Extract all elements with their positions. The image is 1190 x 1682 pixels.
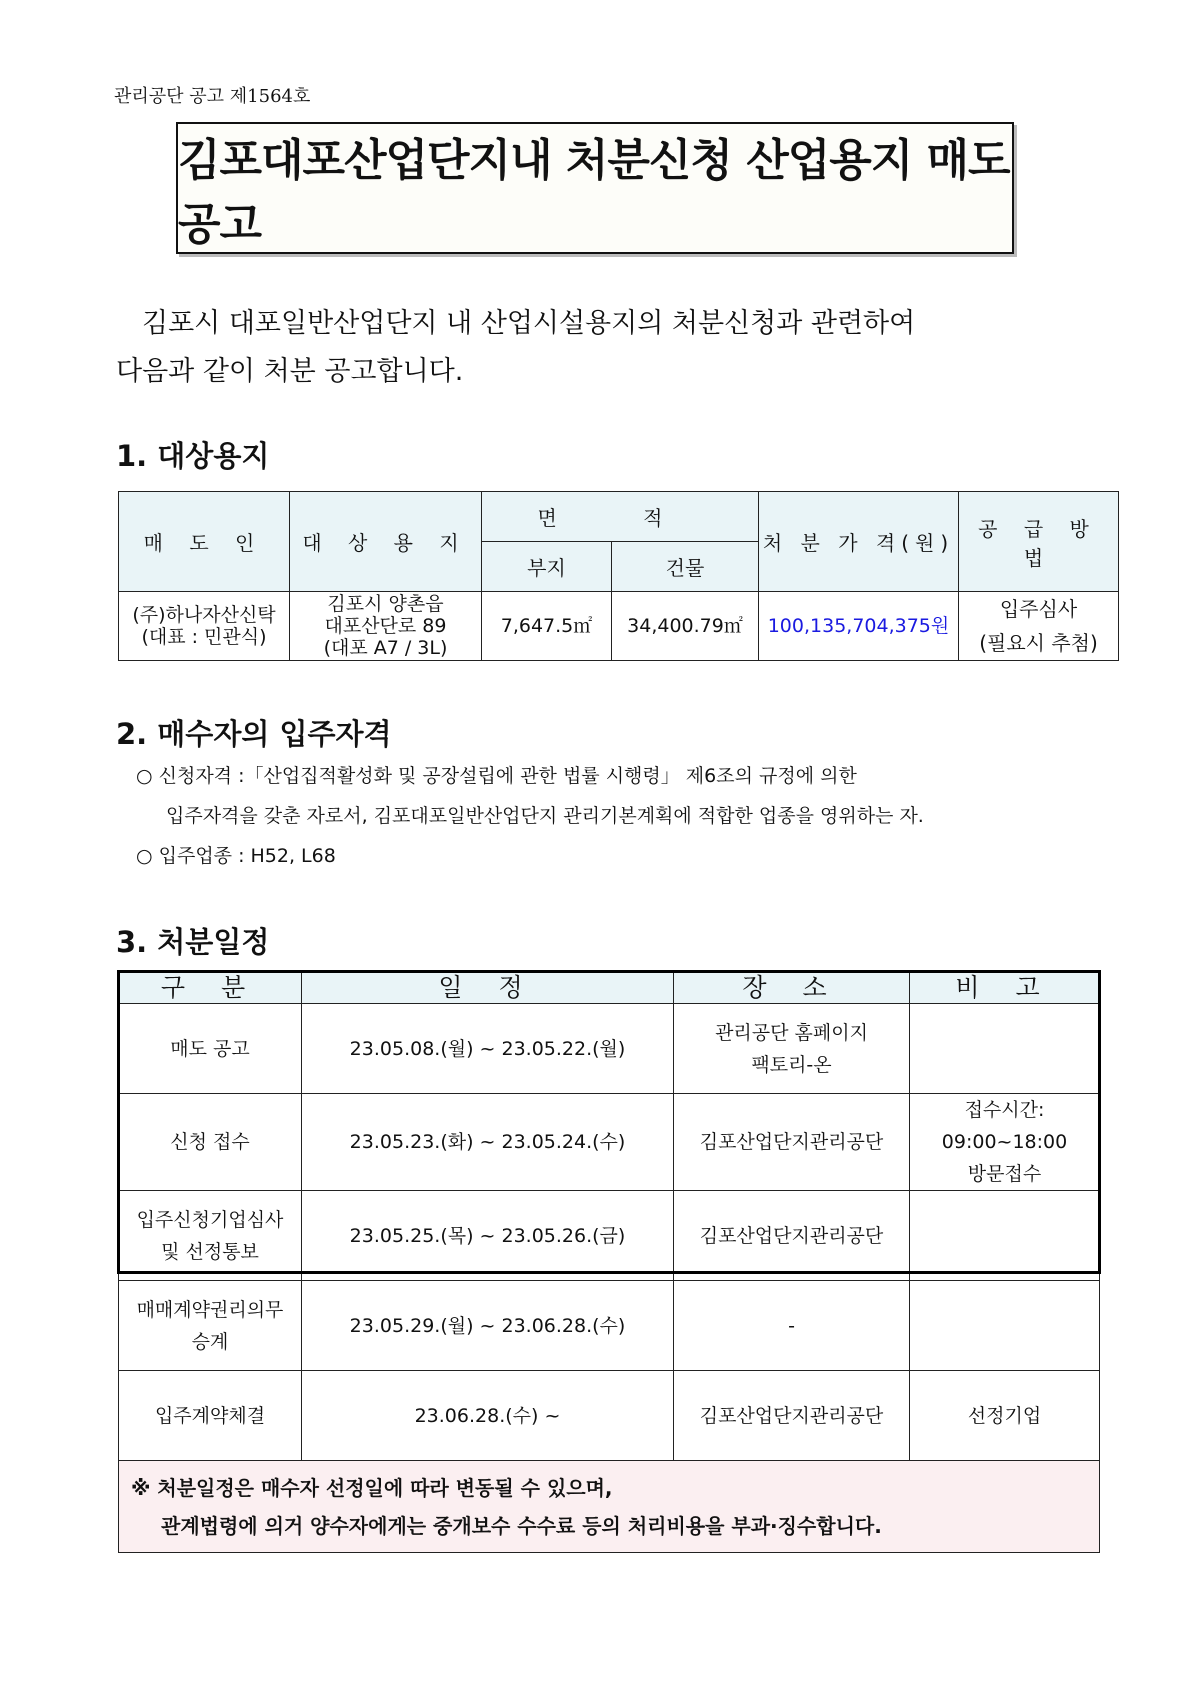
header-building: 건물: [612, 542, 759, 592]
seller-name: (주)하나자산신탁: [132, 604, 276, 626]
row-category: 신청 접수: [119, 1094, 302, 1191]
footnote-line-2: 관계법령에 의거 양수자에게는 중개보수 수수료 등의 처리비용을 부과·징수합니다.: [161, 1513, 882, 1538]
section-2-heading: 2. 매수자의 입주자격: [116, 717, 392, 751]
intro-line-2: 다음과 같이 처분 공고합니다.: [116, 356, 464, 387]
header-price: 처 분 가 격(원): [759, 492, 959, 592]
qualification-line-2: 입주자격을 갖춘 자로서, 김포대포일반산업단지 관리기본계획에 적합한 업종을 영위하는 자.: [166, 805, 924, 827]
seller-representative: (대표 : 민관식): [141, 626, 267, 648]
method-line-1: 입주심사: [999, 597, 1078, 621]
row-schedule: 23.06.28.(수) ~: [302, 1371, 674, 1461]
section-3-heading: 3. 처분일정: [116, 925, 270, 959]
cell-land-area: 7,647.5㎡: [482, 592, 612, 661]
section-1-heading: 1. 대상용지: [116, 439, 270, 473]
schedule-footnote: [119, 1461, 1100, 1553]
qualifications: [136, 756, 1116, 876]
row-schedule: 23.05.08.(월) ~ 23.05.22.(월): [302, 1004, 674, 1094]
page-title: 김포대포산업단지내 처분신청 산업용지 매도공고: [178, 135, 1010, 250]
row-note: [910, 1281, 1100, 1371]
site-line-3: (대포 A7 / 3L): [323, 637, 448, 659]
footnote-line-1: ※ 처분일정은 매수자 선정일에 따라 변동될 수 있으며,: [131, 1475, 613, 1500]
cell-site: [290, 592, 482, 661]
row-place: -: [674, 1281, 910, 1371]
table-row: [119, 1094, 1100, 1191]
title-box: [176, 122, 1014, 254]
row-category: 매도 공고: [119, 1004, 302, 1094]
schedule-header-category: 구 분: [119, 973, 302, 1004]
schedule-table: [118, 972, 1100, 1553]
header-area: 면 적: [482, 492, 759, 542]
intro-line-1: 김포시 대포일반산업단지 내 산업시설용지의 처분신청과 관련하여: [142, 308, 916, 339]
target-land-table: [118, 491, 1119, 661]
schedule-header-note: 비 고: [910, 973, 1100, 1004]
cell-price: 100,135,704,375원: [759, 592, 959, 661]
header-site: 대 상 용 지: [290, 492, 482, 592]
header-land: 부지: [482, 542, 612, 592]
row-schedule: 23.05.23.(화) ~ 23.05.24.(수): [302, 1094, 674, 1191]
row-place: 관리공단 홈페이지 팩토리-온: [674, 1004, 910, 1094]
industry-line: ○ 입주업종 : H52, L68: [136, 845, 336, 867]
row-schedule: 23.05.29.(월) ~ 23.06.28.(수): [302, 1281, 674, 1371]
notice-number: 관리공단 공고 제1564호: [114, 86, 311, 107]
schedule-header-date: 일 정: [302, 973, 674, 1004]
row-category: 입주신청기업심사 및 선정통보: [119, 1191, 302, 1281]
cell-method: [959, 592, 1119, 661]
site-line-2: 대포산단로 89: [324, 615, 447, 637]
header-seller: 매 도 인: [119, 492, 290, 592]
header-method: 공 급 방 법: [959, 492, 1119, 592]
qualification-line-1: ○ 신청자격 :「산업집적활성화 및 공장설립에 관한 법률 시행령」 제6조의 규정에 의한: [136, 765, 857, 787]
row-note: [910, 1191, 1100, 1281]
row-note: [910, 1004, 1100, 1094]
cell-building-area: 34,400.79㎡: [612, 592, 759, 661]
row-category: 입주계약체결: [119, 1371, 302, 1461]
row-place: 김포산업단지관리공단: [674, 1191, 910, 1281]
site-line-1: 김포시 양촌읍: [327, 593, 444, 615]
row-note: 선정기업: [910, 1371, 1100, 1461]
table-row: [119, 1004, 1100, 1094]
table-row: [119, 1191, 1100, 1281]
schedule-header-place: 장 소: [674, 973, 910, 1004]
intro-paragraph: [116, 300, 1076, 396]
row-place: 김포산업단지관리공단: [674, 1371, 910, 1461]
table-row: [119, 1281, 1100, 1371]
method-line-2: (필요시 추첨): [979, 631, 1098, 655]
row-place: 김포산업단지관리공단: [674, 1094, 910, 1191]
row-category: 매매계약권리의무 승계: [119, 1281, 302, 1371]
cell-seller: [119, 592, 290, 661]
table-row: [119, 1371, 1100, 1461]
row-schedule: 23.05.25.(목) ~ 23.05.26.(금): [302, 1191, 674, 1281]
row-note: 접수시간: 09:00~18:00 방문접수: [910, 1094, 1100, 1191]
